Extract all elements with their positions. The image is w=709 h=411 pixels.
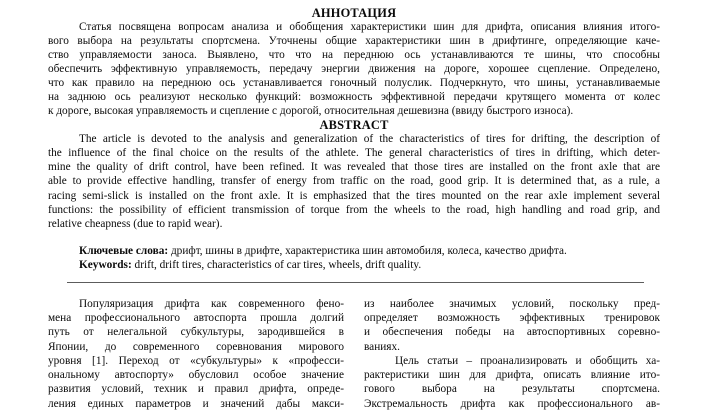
body-text-line: ваниях. <box>364 340 400 353</box>
body-text-line: Японии, до современного соревнования мирового <box>48 340 344 353</box>
body-text-line: мена профессионального автоспорта прошла долгий <box>48 312 344 325</box>
body-columns <box>48 297 660 411</box>
body-text-line: из наиболее значимых условий, поскольку пред- <box>364 297 660 310</box>
annotation-heading: АННОТАЦИЯ <box>311 6 397 20</box>
body-text-line: уровня [1]. Переход от «субкультуры» к «професси- <box>48 354 344 367</box>
keywords-en-text: drift, drift tires, characteristics of car tires, wheels, drift quality. <box>134 258 422 271</box>
body-text-line: гового выбора на результаты спортсмена. <box>364 383 660 396</box>
body-column-left <box>48 297 344 411</box>
abstract-line: The article is devoted to the analysis and generalization of the characteristics of tires for drifting, the description of <box>79 133 660 146</box>
body-text-line: развития условий, техник и правил дрифта, опреде- <box>48 383 344 396</box>
annotation-line: к дороге, высокая управляемость и сцепление с дорогой, относительная дешевизна (ввиду быстрого износа). <box>48 105 574 118</box>
abstract-line: able to provide effective handling, transfer of energy from traffic on the road, good grip. It is determined that, as a rule, a <box>48 175 660 188</box>
body-text-line: ления единых параметров и значений дабы макси- <box>48 397 344 410</box>
body-column-right <box>364 297 660 411</box>
section-divider <box>67 282 644 283</box>
abstract-line: racing semi-slick is installed on the front axle. It is emphasized that the tires mounted on the rear axle implement several <box>48 189 660 202</box>
body-text-line: Цель статьи – проанализировать и обобщить ха- <box>395 354 660 367</box>
body-text-line: Экстремальность дрифта как профессионального ав- <box>364 397 660 410</box>
abstract-line: functions: the possibility of efficient transmission of torque from the wheels to the road, high handling and road grip, and <box>48 203 660 216</box>
keywords-ru-label: Ключевые слова: <box>79 244 169 257</box>
annotation-line: ство управляемости заноса. Выявлено, что что на переднюю ось устанавливаются те шины, что способны <box>48 49 660 62</box>
abstract-line: mine the quality of drift control, have been refined. It was revealed that those tires are installed on the front axle that are <box>48 161 660 174</box>
abstract-heading: ABSTRACT <box>319 118 389 133</box>
keywords-ru-text: дрифт, шины в дрифте, характеристика шин автомобиля, колеса, качество дрифта. <box>170 244 567 257</box>
annotation-line: Статья посвящена вопросам анализа и обобщения характеристики шин для дрифта, описания влияния итого- <box>79 21 660 33</box>
abstract-paragraph <box>48 132 660 230</box>
keywords-ru <box>48 244 660 258</box>
body-text-line: Популяризация дрифта как современного фено- <box>79 297 344 310</box>
keywords-block <box>48 244 660 272</box>
annotation-line: вого выбора на результаты спортсмена. Уточнены общие характеристики шин в дрифтинге, определяющие каче- <box>48 35 660 48</box>
body-text-line: определяет возможность эффективных тренировок <box>364 312 660 325</box>
annotation-line: что как правило на переднюю ось устанавливается гоночный полуслик. Подчеркнуто, что шины, устанавливаемые <box>48 77 660 90</box>
keywords-en <box>48 258 660 272</box>
abstract-line: relative cheapness (due to rapid wear). <box>48 217 223 230</box>
annotation-paragraph <box>48 20 660 118</box>
annotation-line: обеспечить эффективную управляемость, передачу энергии движения на дороге, хорошее сцепление. Определено, <box>48 63 660 76</box>
keywords-en-label: Keywords: <box>79 258 132 271</box>
body-text-line: ональному автоспорту» обусловил особое значение <box>48 369 344 382</box>
body-text-line: путь от нелегальной субкультуры, зародившейся в <box>48 326 344 339</box>
body-text-line: и обеспечения победы на автоспортивных соревно- <box>364 326 660 339</box>
annotation-line: на заднюю ось реализуют несколько функций: возможность эффективной передачи крутящего момента от колес <box>48 91 660 104</box>
body-text-line: рактеристики шин для дрифта, описать влияние ито- <box>364 369 660 382</box>
abstract-line: the influence of the final choice on the results of the athlete. The general characteristics of tires in drifting, which deter- <box>48 147 660 160</box>
